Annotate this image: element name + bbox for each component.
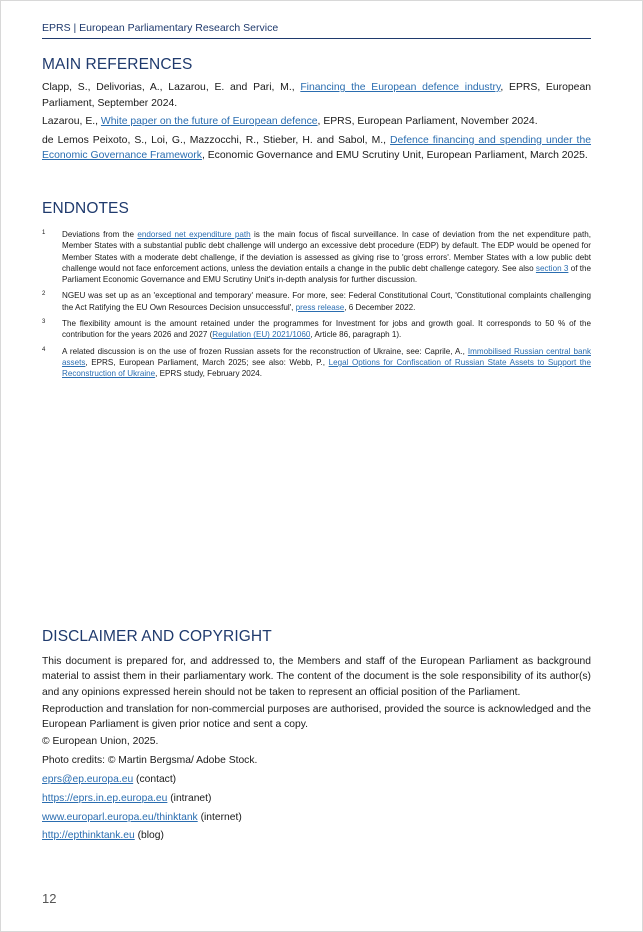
endnote-link[interactable]: press release	[295, 302, 345, 312]
contact-line: eprs@ep.europa.eu (contact)	[42, 774, 177, 786]
endnote-item: 1 Deviations from the endorsed net expenditure path is the main focus of fiscal surveillance. In case of deviation from the net expenditure path, Member States with a substantial public debt challenge will undergo an excessive debt procedure (EDP) by default. The EDP would be opened for Member States with a moderate debt challenge, if the deviation is assessed as giving rise to 'gross errors'. Member States with a low public debt challenge would not face enforcement actions, unless the deviation entails a change in the public debt challenge category. See also section 3 of the Parliament Economic Governance and EMU Scrutiny Unit's in-depth analysis for further discussion.	[42, 230, 592, 285]
endnote-item: 3 The flexibility amount is the amount retained under the programmes for Investment for jobs and growth goal. It corresponds to 50 % of the contribution for the years 2026 and 2027 (Regulation (EU) 2021/1060, Article 86, paragraph 1).	[42, 319, 591, 340]
endnotes-list	[42, 229, 591, 385]
page-header: EPRS | European Parliamentary Research Service	[42, 22, 591, 39]
contact-line: https://eprs.in.ep.europa.eu (intranet)	[42, 792, 212, 804]
reference-link[interactable]: White paper on the future of European defence	[100, 116, 318, 127]
contact-link[interactable]: https://eprs.in.ep.europa.eu	[42, 792, 168, 804]
contact-line: www.europarl.europa.eu/thinktank (internet)	[42, 811, 242, 823]
reference-link[interactable]: Defence financing and spending under the Economic Governance Framework	[42, 134, 592, 161]
endnote-link[interactable]: Regulation (EU) 2021/1060	[212, 330, 311, 340]
endnote-link[interactable]: endorsed net expenditure path	[137, 230, 251, 239]
reference-item: Clapp, S., Delivorias, A., Lazarou, E. and Pari, M., Financing the European defence industry, EPRS, European Parliament, September 2024.	[42, 82, 591, 109]
disclaimer-heading: DISCLAIMER AND COPYRIGHT	[42, 628, 272, 645]
disclaimer-section	[42, 654, 591, 847]
endnote-number: 1	[42, 230, 46, 236]
endnote-item: 2 NGEU was set up as an 'exceptional and temporary' measure. For more, see: Federal Constitutional Court, 'Constitutional complaints challenging the Act Ratifying the EU Own Resources Decision unsuccessful', press release, 6 December 2022.	[42, 291, 591, 312]
reference-link[interactable]: Financing the European defence industry	[300, 82, 501, 93]
page-number: 12	[42, 891, 57, 906]
endnote-link[interactable]: Immobilised Russian central bank assets	[62, 346, 591, 367]
references-list	[42, 80, 591, 167]
endnote-link[interactable]: section 3	[535, 263, 569, 273]
contact-link[interactable]: http://epthinktank.eu	[42, 830, 135, 842]
endnote-number: 4	[42, 346, 46, 353]
copyright-text: © European Union, 2025.	[42, 736, 159, 748]
contact-link[interactable]: eprs@ep.europa.eu	[42, 774, 134, 786]
disclaimer-paragraph: Reproduction and translation for non-commercial purposes are authorised, provided the source is acknowledged and the European Parliament is given prior notice and sent a copy.	[42, 703, 591, 731]
endnote-number: 2	[42, 291, 46, 298]
contact-line: http://epthinktank.eu (blog)	[42, 830, 164, 842]
endnotes-heading: ENDNOTES	[42, 200, 129, 217]
main-references-heading: MAIN REFERENCES	[42, 56, 193, 73]
reference-item: Lazarou, E., White paper on the future of European defence, EPRS, European Parliament, November 2024.	[42, 116, 538, 127]
reference-item: de Lemos Peixoto, S., Loi, G., Mazzocchi, R., Stieber, H. and Sabol, M., Defence financing and spending under the Economic Governance Framework, Economic Governance and EMU Scrutiny Unit, European Parliament, March 2025.	[42, 134, 592, 161]
endnote-item: 4 A related discussion is on the use of frozen Russian assets for the reconstruction of Ukraine, see: Caprile, A., Immobilised Russian central bank assets, EPRS, European Parliament, March 2025; see also: Webb, P., Legal Options for Confiscation of Russian State Assets to Support the Reconstruction of Ukraine, EPRS study, February 2024.	[42, 346, 592, 379]
endnote-link[interactable]: Legal Options for Confiscation of Russian State Assets to Support the Reconstruction of Ukraine	[62, 357, 592, 379]
endnote-number: 3	[42, 319, 46, 326]
contact-link[interactable]: www.europarl.europa.eu/thinktank	[42, 811, 198, 823]
photo-credits: Photo credits: © Martin Bergsma/ Adobe Stock.	[42, 755, 258, 767]
disclaimer-paragraph: This document is prepared for, and addressed to, the Members and staff of the European Parliament as background material to assist them in their parliamentary work. The content of the document is the sole responsibility of its author(s) and any opinions expressed herein should not be taken to represent an official position of the Parliament.	[42, 656, 591, 698]
